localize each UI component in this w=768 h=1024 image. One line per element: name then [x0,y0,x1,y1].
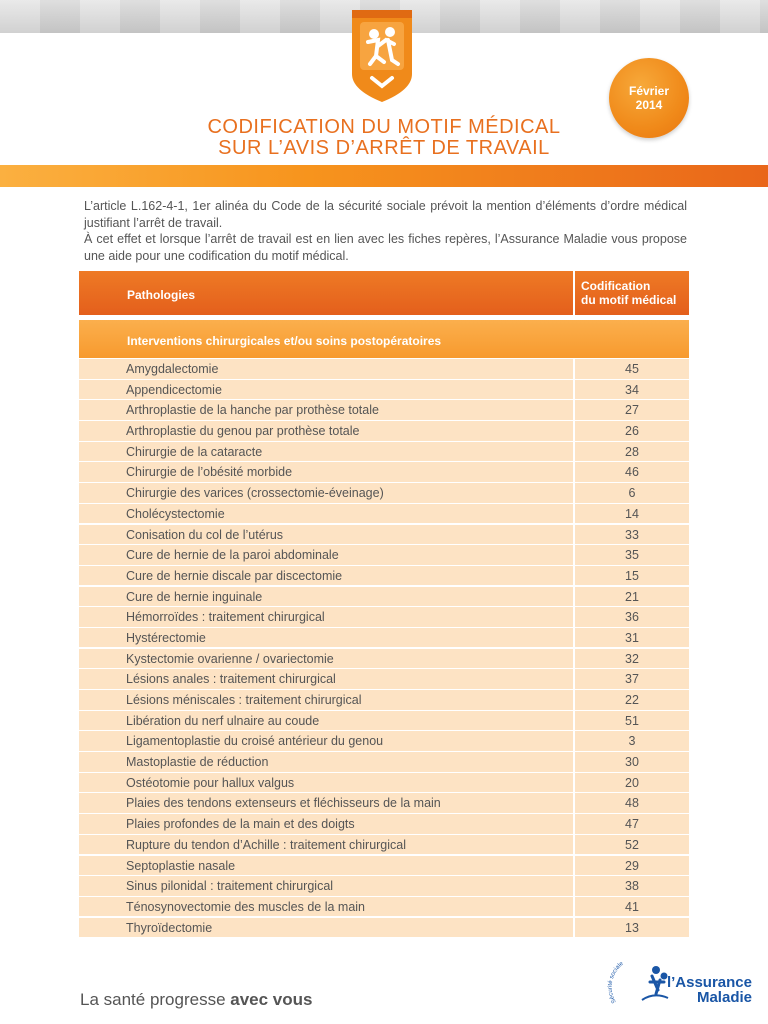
intro-paragraph-2: À cet effet et lorsque l’arrêt de travail est en lien avec les fiches repères, l’Assurance Maladie vous propose une aide pour une codification du motif médical. [84,232,687,263]
column-header-code [581,279,676,307]
motif-code: 28 [625,444,639,459]
motif-code: 15 [625,568,639,583]
pathology-name: Lésions méniscales : traitement chirurgical [126,693,362,707]
date-year: 2014 [635,98,663,112]
motif-code: 27 [625,403,639,418]
motif-code: 45 [625,362,639,376]
page-title-line1: CODIFICATION DU MOTIF MÉDICAL [207,116,561,138]
pathology-table-body [79,359,689,938]
table-row [79,649,689,669]
table-row [79,814,689,834]
motif-code: 38 [625,879,639,894]
pathology-name: Kystectomie ovarienne / ovariectomie [126,651,334,666]
pathology-name: Cure de hernie discale par discectomie [126,568,343,583]
family-badge-icon [348,6,416,106]
table-row [79,876,689,896]
table-row [79,545,689,565]
pathology-name: Plaies des tendons extenseurs et fléchisseurs de la main [126,796,441,811]
pathology-name: Arthroplastie du genou par prothèse totale [126,424,360,439]
table-row [79,793,689,813]
motif-code: 14 [625,506,639,521]
pathology-name: Ligamentoplastie du croisé antérieur du genou [126,734,384,749]
pathology-name: Sinus pilonidal : traitement chirurgical [126,879,334,894]
motif-code: 47 [625,817,639,832]
pathology-name: Plaies profondes de la main et des doigts [126,817,355,832]
table-row [79,442,689,462]
pathology-name: Libération du nerf ulnaire au coude [126,713,320,728]
table-row [79,711,689,731]
column-header-pathologies: Pathologies [127,288,196,302]
tagline-bold: avec vous [230,990,313,1009]
table-row [79,773,689,793]
table-row [79,359,689,379]
date-month: Février [628,84,670,98]
motif-code: 52 [625,837,639,852]
pathology-name: Ténosynovectomie des muscles de la main [126,899,366,914]
footer-tagline [80,990,313,1010]
motif-code: 21 [625,589,639,604]
pathology-name: Ostéotomie pour hallux valgus [126,775,295,790]
pathology-name: Mastoplastie de réduction [126,755,269,770]
motif-code: 46 [625,465,639,480]
motif-code: 34 [625,382,639,397]
motif-code: 6 [628,486,636,501]
motif-code: 35 [625,548,639,563]
motif-code: 20 [625,775,639,790]
table-row [79,897,689,917]
column-header-code-line1: Codification [581,279,651,293]
motif-code: 13 [625,920,639,935]
logo-text [650,975,752,1005]
motif-code: 51 [625,713,639,728]
table-row [79,918,689,938]
table-row [79,400,689,420]
pathology-name: Lésions anales : traitement chirurgical [126,672,336,687]
pathology-name: Chirurgie de la cataracte [126,444,263,459]
page-title-line2: SUR L’AVIS D’ARRÊT DE TRAVAIL [218,137,550,159]
pathology-name: Cure de hernie inguinale [126,589,263,604]
column-divider [573,271,575,315]
table-row [79,504,689,524]
table-row [79,483,689,503]
pathology-name: Chirurgie de l’obésité morbide [126,465,293,480]
table-header [79,271,689,315]
motif-code: 36 [625,610,639,625]
motif-code: 26 [625,424,639,439]
section-title: Interventions chirurgicales et/ou soins postopératoires [127,334,442,348]
pathology-name: Amygdalectomie [126,362,219,376]
svg-text:Sécurité sociale [608,960,626,1004]
logo-line1: l’Assurance [666,974,752,991]
motif-code: 22 [625,693,639,707]
pathology-name: Hémorroïdes : traitement chirurgical [126,610,325,625]
table-row [79,835,689,855]
pathology-name: Hystérectomie [126,630,206,645]
orange-divider-band [0,165,768,187]
pathology-name: Arthroplastie de la hanche par prothèse totale [126,403,379,418]
pathology-name: Conisation du col de l’utérus [126,527,284,542]
tagline-regular: La santé progresse [80,990,231,1009]
column-header-code-line2: du motif médical [581,293,677,307]
table-row [79,752,689,772]
motif-code: 31 [625,630,639,645]
table-row [79,669,689,689]
logo-arc-text: Sécurité sociale [607,960,625,1004]
table-row [79,525,689,545]
motif-code: 30 [625,755,639,770]
motif-code: 29 [625,858,639,873]
pathology-name: Rupture du tendon d’Achille : traitement chirurgical [126,837,407,852]
motif-code: 3 [628,734,636,749]
section-header [79,320,689,358]
table-row [79,421,689,441]
table-row [79,628,689,648]
table-row [79,607,689,627]
pathology-name: Appendicectomie [126,382,222,397]
logo-line2: Maladie [696,989,752,1006]
table-row [79,856,689,876]
pathology-name: Thyroïdectomie [126,920,213,935]
table-row [79,462,689,482]
intro-paragraph-1: L’article L.162-4-1, 1er alinéa du Code de la sécurité sociale prévoit la mention d’éléments d’ordre médical justifiant l’arrêt de travail. [84,199,687,230]
motif-code: 33 [625,527,639,542]
motif-code: 37 [625,672,639,687]
motif-code: 41 [625,899,639,914]
intro-text [84,198,687,264]
motif-code: 48 [625,796,639,811]
table-row [79,690,689,710]
motif-code: 32 [625,651,639,666]
table-row [79,380,689,400]
pathology-name: Cholécystectomie [126,506,225,521]
pathology-name: Septoplastie nasale [126,858,236,873]
pathology-name: Chirurgie des varices (crossectomie-éveinage) [126,486,384,501]
table-row [79,587,689,607]
table-row [79,731,689,751]
table-row [79,566,689,586]
pathology-name: Cure de hernie de la paroi abdominale [126,548,339,563]
